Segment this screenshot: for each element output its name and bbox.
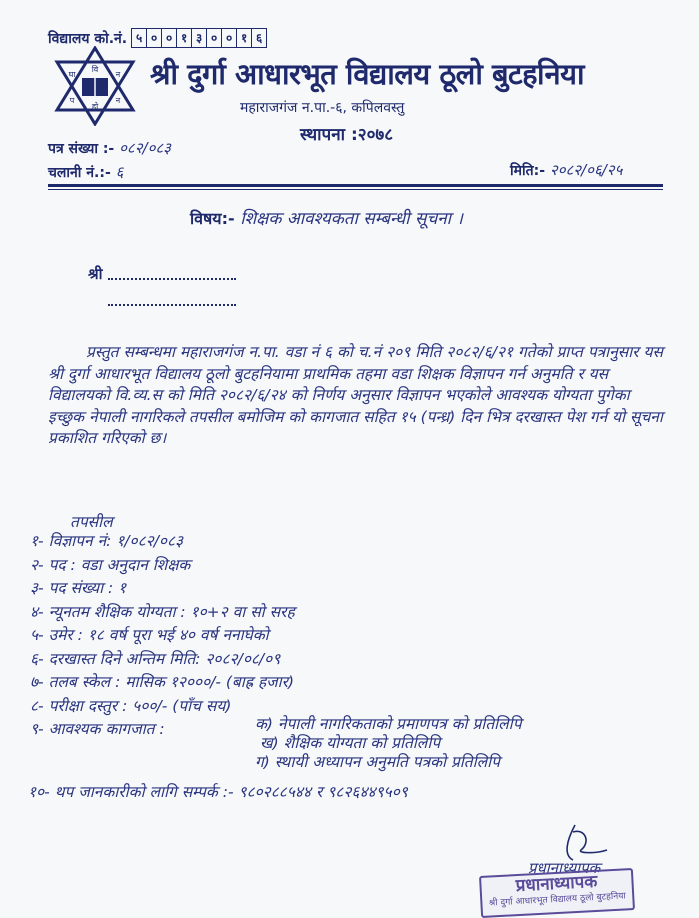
reg-digit: १ [177,29,192,47]
recipient-line [108,278,236,280]
school-address: महाराजगंज न.पा.-६, कपिलवस्तु [240,100,405,116]
header-divider-thin [48,189,663,190]
recipient-line [108,304,236,306]
subject-text: शिक्षक आवश्यकता सम्बन्धी सूचना । [240,209,463,229]
logo-letter: प [69,96,75,105]
reg-digit: १ [237,29,252,47]
subject-label: विषय:- [190,209,235,228]
logo-letter: न [115,70,121,79]
registration-label: विद्यालय को.नं. [48,30,128,47]
details-title: तपसील [70,513,113,531]
logo-letter: घा [68,70,76,79]
list-item: क) नेपाली नागरिकताको प्रमाणपत्र को प्रतिलिपि [255,715,522,733]
letter-date [510,160,622,180]
date-value: २०८२/०६/२५ [549,161,623,179]
reg-digit: ० [147,29,162,47]
documents-list [255,715,522,772]
list-item: १- विज्ञापन नं: १/०८२/०८३ [30,532,184,550]
logo-letter: वि [91,65,99,74]
logo-letter: हो [91,102,99,111]
signatory-title: प्रधानाध्यापक [528,859,601,877]
recipient-label: श्री [88,265,103,283]
reg-digit: ० [162,29,177,47]
list-item: ग) स्थायी अध्यापन अनुमति पत्रको प्रतिलिपि [255,753,500,771]
dispatch-number-label: चलानी नं.:- [48,165,111,181]
letter-number-label: पत्र संख्या :- [48,141,115,157]
list-item: ८- परीक्षा दस्तुर : ५००/- (पाँच सय) [30,696,232,715]
school-name: श्री दुर्गा आधारभूत विद्यालय ठूलो बुटहनिया [150,57,584,91]
list-item: २- पद : वडा अनुदान शिक्षक [30,555,191,574]
list-item: ४- न्यूनतम शैक्षिक योग्यता : १०+२ वा सो सरह [30,602,295,621]
reg-digit: ६ [256,31,263,45]
letter-number [48,138,171,158]
date-label: मिति:- [510,163,546,179]
letter-number-value: ०८२/०८३ [119,139,171,157]
reg-digit: ० [207,29,222,47]
header-divider [48,184,663,187]
list-item: ६- दरखास्त दिने अन्तिम मिति: २०८२/०८/०९ [30,649,281,668]
list-item: ९- आवश्यक कागजात : [30,720,165,738]
reg-digit: ० [222,29,237,47]
reg-digit: ३ [192,29,207,47]
contact-line: १०- थप जानकारीको लागि सम्पर्क :- ९८०२८८५४४ र ९८२६४४९५०९ [28,783,408,801]
dispatch-number-value: ६ [115,163,124,181]
subject-line [190,206,463,229]
official-stamp [479,868,635,918]
stamp-title: प्रधानाध्यापक [515,871,598,897]
logo-letter: न [115,96,121,105]
list-item: ख) शैक्षिक योग्यता को प्रतिलिपि [260,734,441,752]
registration-number [48,28,267,48]
registration-boxes [131,28,267,48]
dispatch-number [48,162,123,182]
established-year: स्थापना :२०७८ [300,125,394,145]
body-paragraph: प्रस्तुत सम्बन्धमा महाराजगंज न.पा. वडा नं ६ को च.नं २०९ मिति २०८२/६/२१ गतेको प्राप्त पत्रानुसार यस श्री दुर्गा आधारभूत विद्यालय ठूलो बुटहनियामा प्राथमिक तहमा वडा शिक्षक विज्ञापन गर्न अनुमति र यस विद्यालयको वि.व्य.स को मिति २०८२/६/२४ को निर्णय अनुसार विज्ञापन भएकोले आवश्यक योग्यता पुगेका इच्छुक नेपाली नागरिकले तपसील बमोजिम को कागजात सहित १५ (पन्ध्र) दिन भित्र दरखास्त पेश गर्न यो सूचना प्रकाशित गरिएको छ। [48,343,664,447]
details-list [30,530,295,742]
stamp-line: श्री दुर्गा आधारभूत विद्यालय ठूलो बुटहनिया [488,891,627,909]
school-logo-star-icon [50,46,140,126]
reg-digit: ५ [132,29,147,47]
list-item: ५- उमेर : १८ वर्ष पूरा भई ४० वर्ष ननाघेको [30,626,269,644]
list-item: ७- तलब स्केल : मासिक १२०००/- (बाह्र हजार) [30,673,295,691]
list-item: ३- पद संख्या : १ [30,579,127,597]
